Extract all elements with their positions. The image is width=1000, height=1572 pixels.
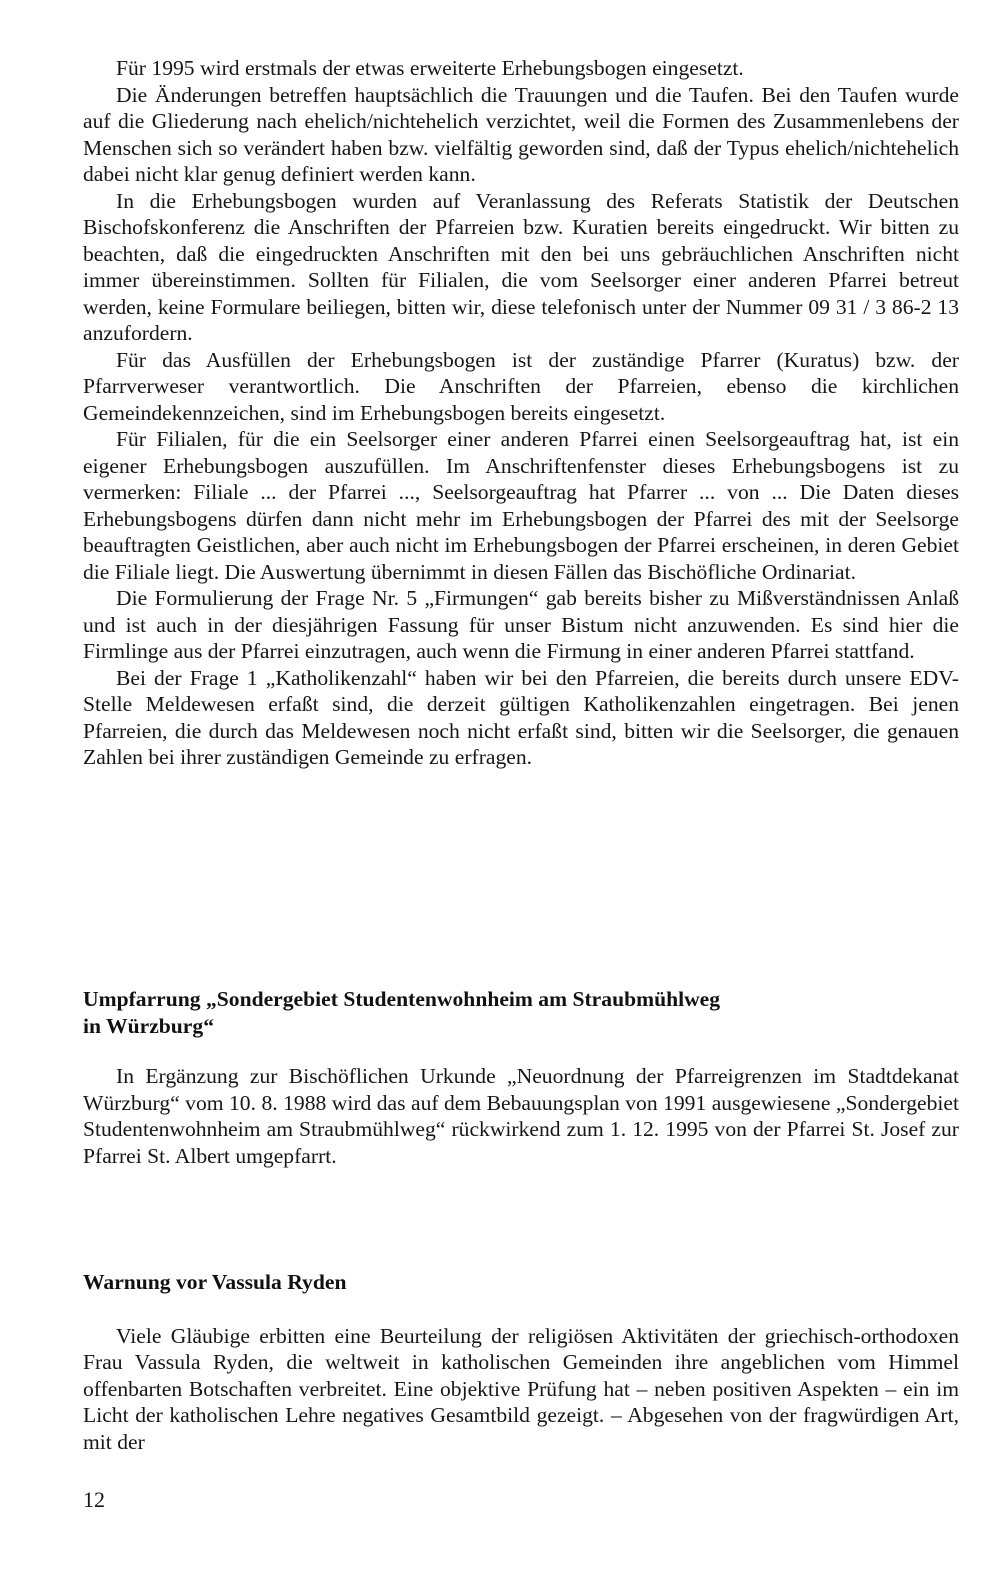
warnung-body: Viele Gläubige erbitten eine Beurteilung der religiösen Aktivitäten der griechisch-orthodoxen Frau Vassula Ryden, die weltweit in katholischen Gemeinden ihre angeblichen vom Himmel offenbarten Botschaften verbreitet. Eine objektive Prüfung hat – neben positiven Aspekten – ein im Licht der katholischen Lehre negatives Gesamtbild gezeigt. – Abgesehen von der fragwürdigen Art, mit der [83, 1323, 959, 1454]
page-number: 12 [83, 1487, 105, 1512]
paragraph-ausfuellen: Für das Ausfüllen der Erhebungsbogen ist der zuständige Pfarrer (Kuratus) bzw. der Pfarrverweser verantwortlich. Die Anschriften der Pfarreien, ebenso die kirchlichen Gemeindekennzeichen, sind im Erhebungsbogen bereits eingesetzt. [83, 347, 959, 425]
umpfarrung-section [83, 986, 959, 1169]
paragraph-filialen: Für Filialen, für die ein Seelsorger einer anderen Pfarrei einen Seelsorgeauftrag hat, ist ein eigener Erhebungsbogen auszufüllen. Im Anschriftenfenster dieses Erhebungsbogens ist zu vermerken: Filiale ... der Pfarrei ..., Seelsorgeauftrag hat Pfarrer ... von ... Die Daten dieses Erhebungsbogens dürfen dann nicht mehr im Erhebungsbogen der Pfarrei des mit der Seelsorge beauftragten Geistlichen, aber auch nicht im Erhebungsbogen der Pfarrei erscheinen, in deren Gebiet die Filiale liegt. Die Auswertung übernimmt in diesen Fällen das Bischöfliche Ordinariat. [83, 427, 959, 584]
paragraph-erhebungsbogen-1995: Für 1995 wird erstmals der etwas erweiterte Erhebungsbogen eingesetzt. [116, 56, 744, 80]
umpfarrung-heading [83, 986, 959, 1039]
warnung-heading: Warnung vor Vassula Ryden [83, 1270, 347, 1294]
paragraph-aenderungen-taufen: Die Änderungen betreffen hauptsächlich die Trauungen und die Taufen. Bei den Taufen wurde auf die Gliederung nach ehelich/nichtehelich verzichtet, weil die Formen des Zusammenlebens der Menschen sich so verändert haben bzw. vielfältig geworden sind, daß der Typus ehelich/nichtehelich dabei nicht klar genug definiert werden kann. [83, 82, 959, 186]
umpfarrung-heading-line1: Umpfarrung „Sondergebiet Studentenwohnheim am Straubmühlweg [83, 987, 721, 1011]
umpfarrung-heading-line2: in Würzburg“ [83, 1013, 214, 1038]
warnung-section [83, 1269, 959, 1455]
document-page [83, 55, 959, 771]
intro-section [83, 55, 959, 771]
umpfarrung-body: In Ergänzung zur Bischöflichen Urkunde „Neuordnung der Pfarreigrenzen im Stadtdekanat Würzburg“ vom 10. 8. 1988 wird das auf dem Bebauungsplan von 1991 ausgewiesene „Sondergebiet Studentenwohnheim am Straubmühlweg“ rückwirkend zum 1. 12. 1995 von der Pfarrei St. Josef zur Pfarrei St. Albert umgepfarrt. [83, 1064, 959, 1168]
paragraph-anschriften: In die Erhebungsbogen wurden auf Veranlassung des Referats Statistik der Deutschen Bischofskonferenz die Anschriften der Pfarreien bzw. Kuratien bereits eingedruckt. Wir bitten zu beachten, daß die eingedruckten Anschriften mit den bei uns gebräuchlichen Anschriften nicht immer übereinstimmen. Sollten für Filialen, die vom Seelsorger einer anderen Pfarrei betreut werden, keine Formulare beiliegen, bitten wir, diese telefonisch unter der Nummer 09 31 / 3 86-2 13 anzufordern. [83, 188, 959, 345]
paragraph-katholikenzahl: Bei der Frage 1 „Katholikenzahl“ haben wir bei den Pfarreien, die bereits durch unsere EDV-Stelle Meldewesen erfaßt sind, die derzeit gültigen Katholikenzahlen eingetragen. Bei jenen Pfarreien, die durch das Meldewesen noch nicht erfaßt sind, bitten wir die Seelsorger, die genauen Zahlen bei ihrer zuständigen Gemeinde zu erfragen. [83, 665, 959, 769]
paragraph-firmungen: Die Formulierung der Frage Nr. 5 „Firmungen“ gab bereits bisher zu Mißverständnissen Anlaß und ist auch in der diesjährigen Fassung für unser Bistum nicht anzuwenden. Es sind hier die Firmlinge aus der Pfarrei einzutragen, auch wenn die Firmung in einer anderen Pfarrei stattfand. [83, 586, 959, 663]
